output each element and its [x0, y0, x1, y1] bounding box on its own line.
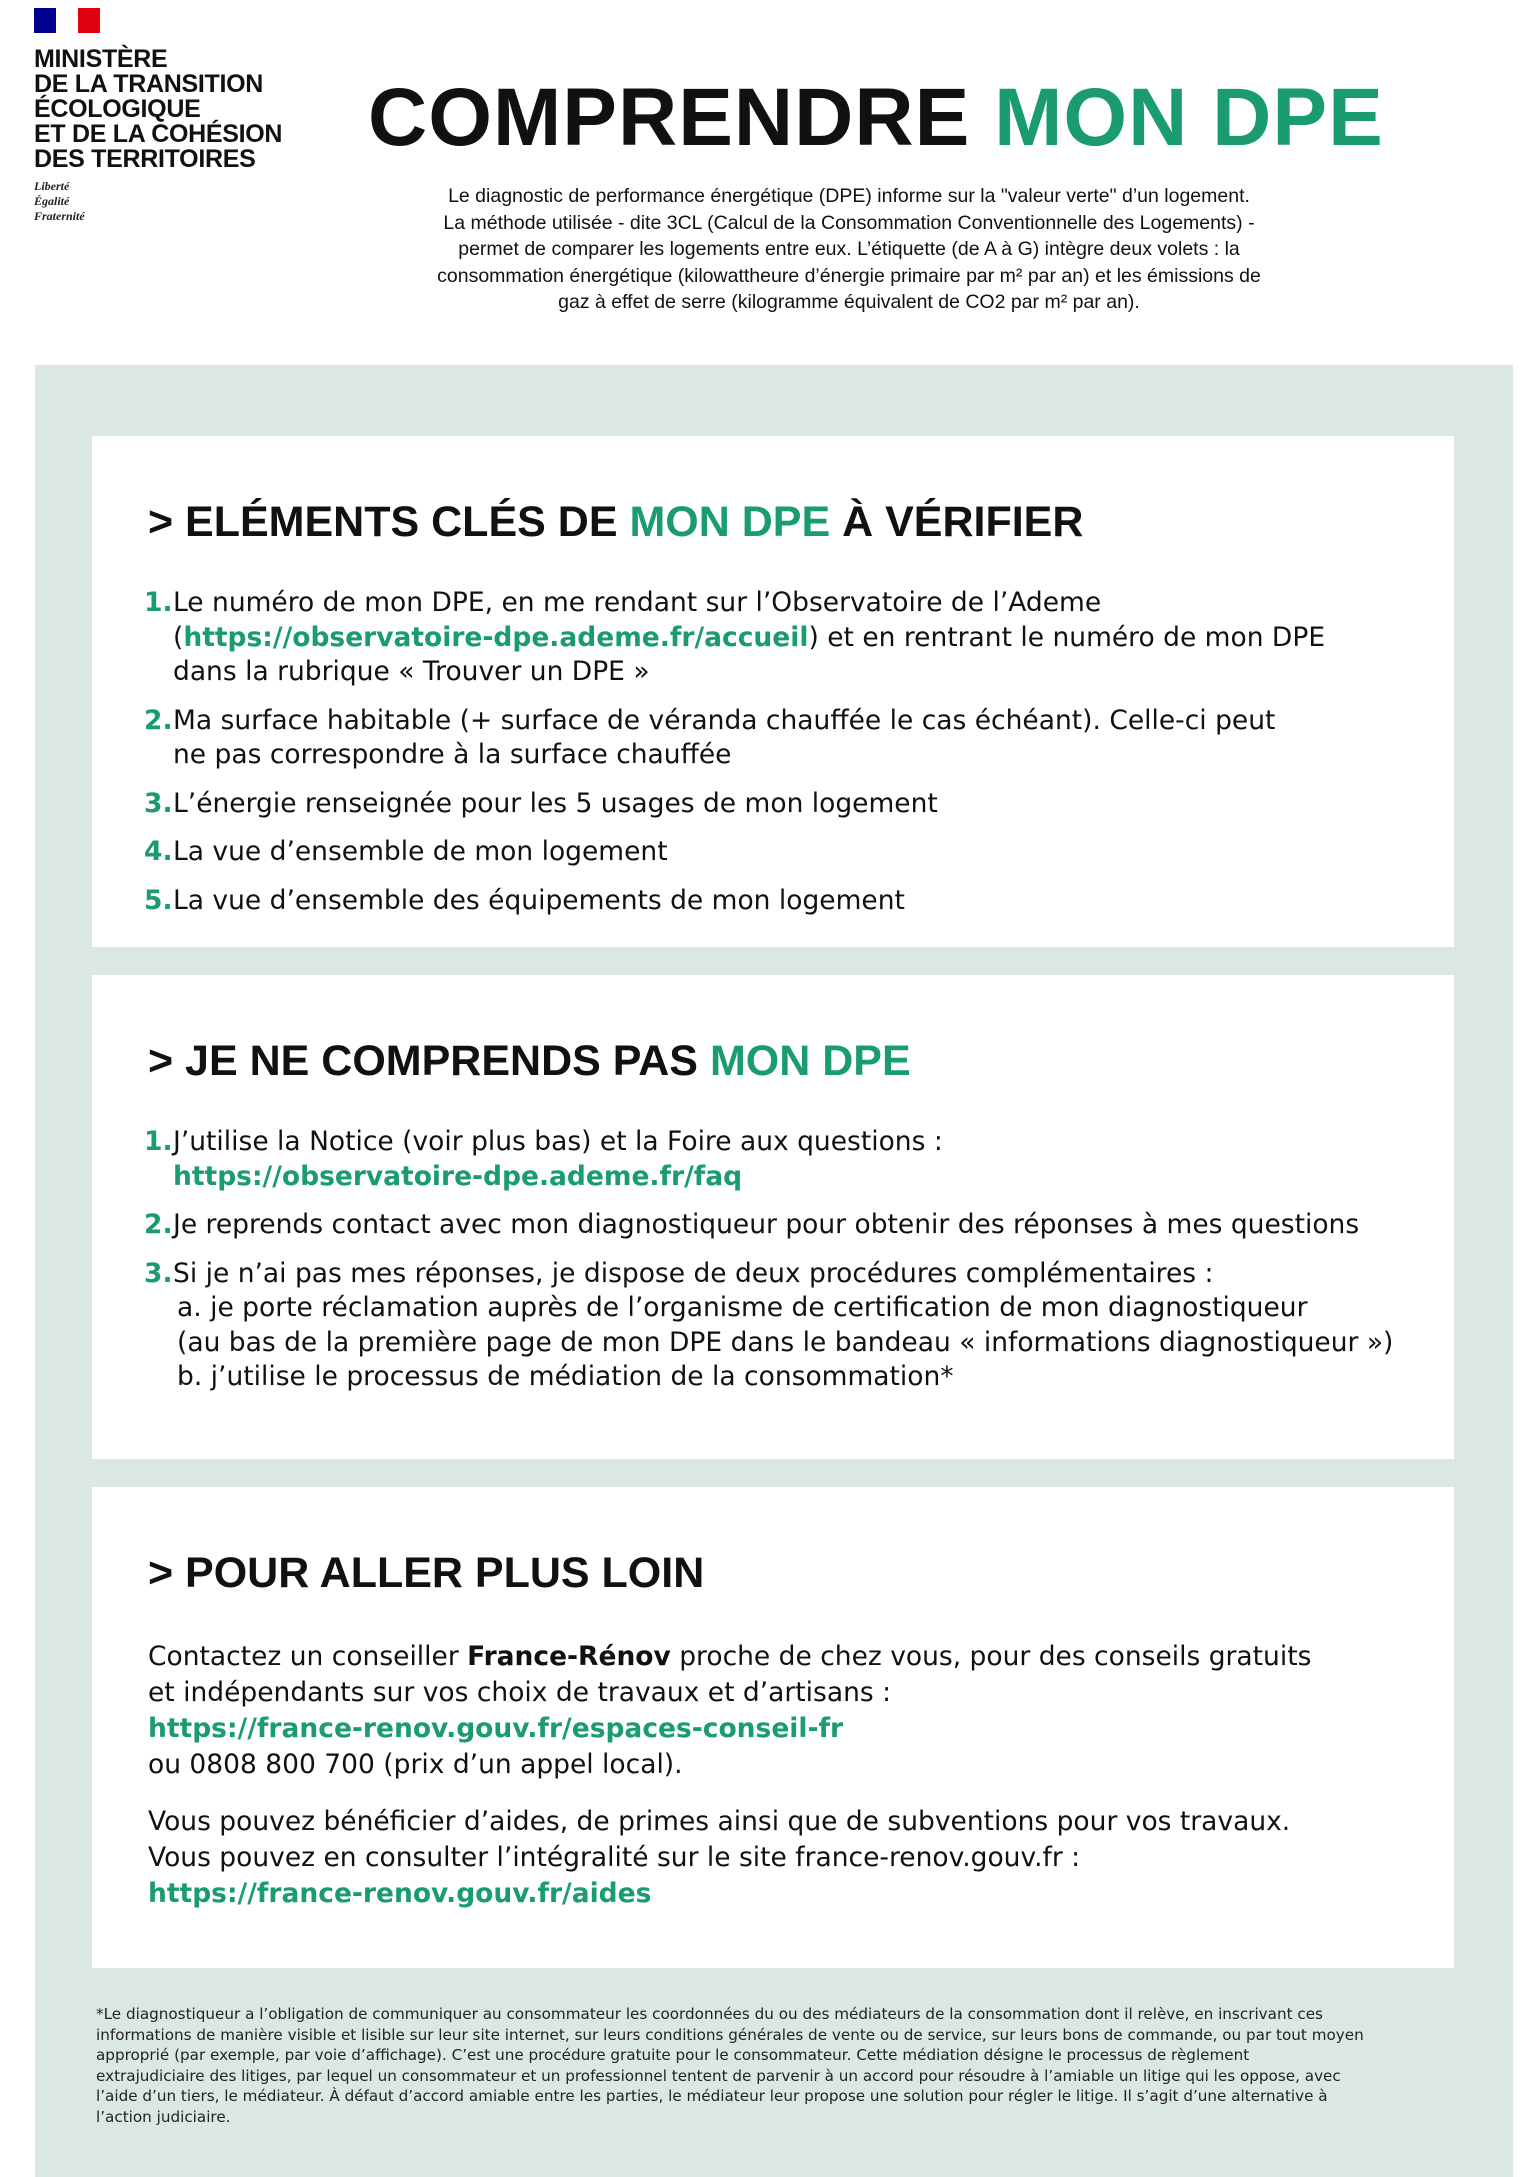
footnote-line: informations de manière visible et lisible sur leur site internet, sur leurs conditions générales de vente ou de service, sur leurs bons de commande, ou par tout moyen [96, 2025, 1364, 2044]
paragraph-line [148, 1639, 1438, 1675]
section-go-further [92, 1487, 1454, 1968]
item-text: dans la rubrique « Trouver un DPE » [173, 656, 650, 687]
item-text: Le numéro de mon DPE, en me rendant sur l’Observatoire de l’Ademe [173, 587, 1102, 618]
intro-line: La méthode utilisée - dite 3CL (Calcul de la Consommation Conventionnelle des Logements) - [443, 211, 1255, 234]
sub-item-text: b. j’utilise le processus de médiation de la consommation* [177, 1361, 954, 1392]
title-part-dark: COMPRENDRE [368, 72, 971, 163]
paragraph-line: ou 0808 800 700 (prix d’un appel local). [148, 1749, 683, 1780]
france-renov-name: France-Rénov [467, 1641, 671, 1672]
faq-link[interactable]: https://observatoire-dpe.ademe.fr/faq [173, 1160, 743, 1192]
footnote-line: approprié (par exemple, par voie d’affichage). C’est une procédure gratuite pour le consommateur. Cette médiation désigne le processus de règlement [96, 2046, 1250, 2064]
contact-paragraph [148, 1639, 1438, 1783]
list-item [144, 704, 1434, 773]
item-text: Si je n’ai pas mes réponses, je dispose de deux procédures complémentaires : [173, 1257, 1214, 1289]
ministry-line: ET DE LA COHÉSION [34, 120, 283, 148]
ministry-name [34, 47, 304, 172]
item-text: L’énergie renseignée pour les 5 usages de mon logement [173, 787, 938, 819]
intro-line: consommation énergétique (kilowattheure d’énergie primaire par m² par an) et les émissions de [437, 264, 1261, 287]
ministry-line: MINISTÈRE [34, 45, 168, 73]
checklist [144, 586, 1434, 932]
item-text-fragment: ( [173, 621, 184, 653]
text-fragment: proche de chez vous, pour des conseils gratuits [670, 1641, 1312, 1672]
item-text-fragment: ) et en rentrant le numéro de mon DPE [808, 621, 1326, 653]
motto-line: Fraternité [34, 209, 85, 223]
ministry-line: ÉCOLOGIQUE [34, 95, 201, 123]
footnote [96, 2004, 1448, 2127]
footnote-line: *Le diagnostiqueur a l’obligation de communiquer au consommateur les coordonnées du ou des médiateurs de la consommation dont il relève, en inscrivant ces [96, 2005, 1323, 2023]
footnote-line: l’action judiciaire. [96, 2107, 231, 2126]
intro-paragraph [364, 183, 1334, 316]
flag-white-band [56, 8, 78, 33]
title-part-green: MON DPE [994, 72, 1384, 163]
item-text: Ma surface habitable (+ surface de véranda chauffée le cas échéant). Celle-ci peut [173, 704, 1276, 736]
paragraph-line: et indépendants sur vos choix de travaux et d’artisans : [148, 1677, 892, 1708]
section-not-understand [92, 975, 1454, 1459]
item-text: J’utilise la Notice (voir plus bas) et la Foire aux questions : [173, 1126, 943, 1157]
republic-motto [34, 179, 304, 224]
aids-paragraph [148, 1804, 1438, 1912]
item-text: ne pas correspondre à la surface chauffée [173, 739, 732, 770]
list-item [144, 787, 1434, 822]
item-number: 3. [144, 787, 173, 819]
motto-line: Liberté [34, 179, 70, 193]
steps-list [144, 1125, 1434, 1409]
section-title-post: À VÉRIFIER [842, 498, 1084, 546]
intro-line: gaz à effet de serre (kilogramme équivalent de CO2 par m² par an). [558, 291, 1140, 313]
list-item [144, 1208, 1434, 1243]
footnote-line: extrajudiciaire des litiges, par lequel un consommateur et un professionnel tentent de parvenir à un accord pour résoudre à l’amiable un litige qui les oppose, avec [96, 2066, 1341, 2085]
text-fragment: Contactez un conseiller [148, 1641, 468, 1672]
observatoire-link[interactable]: https://observatoire-dpe.ademe.fr/accueil [183, 621, 809, 653]
ministry-line: DES TERRITOIRES [34, 145, 256, 173]
section-key-elements [92, 436, 1454, 947]
section-title-pre: > ELÉMENTS CLÉS DE [148, 498, 618, 546]
footnote-line: l’aide d’un tiers, le médiateur. À défaut d’accord amiable entre les parties, le médiateur leur propose une solution pour régler le litige. Il s’agit d’une alternative à [96, 2087, 1328, 2105]
page-title [368, 72, 1384, 163]
paragraph-line [148, 1711, 1438, 1747]
motto-line: Égalité [34, 194, 70, 208]
flag-red-band [78, 8, 100, 33]
paragraph-line [148, 1876, 1438, 1912]
item-number: 5. [144, 884, 173, 916]
aides-link[interactable]: https://france-renov.gouv.fr/aides [148, 1878, 652, 1909]
flag-blue-band [34, 8, 56, 33]
intro-line: Le diagnostic de performance énergétique (DPE) informe sur la "valeur verte" d’un logement. [448, 185, 1250, 207]
item-number: 4. [144, 836, 173, 867]
paragraph-line: Vous pouvez bénéficier d’aides, de primes ainsi que de subventions pour vos travaux. [148, 1806, 1291, 1837]
section-title-green: MON DPE [709, 1037, 911, 1085]
item-number: 2. [144, 1209, 173, 1240]
ministry-logo [34, 8, 304, 224]
list-item [144, 586, 1434, 690]
ministry-line: DE LA TRANSITION [34, 70, 263, 98]
item-text [173, 621, 1434, 656]
item-text [173, 1160, 1434, 1195]
sub-item-text: (au bas de la première page de mon DPE dans le bandeau « informations diagnostiqueur ») [177, 1326, 1394, 1358]
list-item [144, 1125, 1434, 1194]
espaces-conseil-link[interactable]: https://france-renov.gouv.fr/espaces-conseil-fr [148, 1713, 844, 1744]
item-text: La vue d’ensemble de mon logement [173, 836, 668, 867]
item-number: 2. [144, 704, 173, 736]
item-text: Je reprends contact avec mon diagnostiqueur pour obtenir des réponses à mes questions [173, 1209, 1360, 1240]
section-title [148, 497, 1083, 547]
item-number: 1. [144, 1126, 173, 1157]
french-flag-icon [34, 8, 100, 33]
list-item [144, 835, 1434, 870]
section-title [148, 1036, 911, 1086]
sub-item-text: a. je porte réclamation auprès de l’organisme de certification de mon diagnostiqueur [177, 1292, 1308, 1323]
item-number: 1. [144, 587, 173, 618]
section-title-pre: > JE NE COMPRENDS PAS [148, 1037, 698, 1085]
item-number: 3. [144, 1257, 173, 1289]
list-item [144, 1257, 1434, 1395]
intro-line: permet de comparer les logements entre eux. L’étiquette (de A à G) intègre deux volets : la [458, 238, 1240, 260]
list-item [144, 884, 1434, 919]
section-title-green: MON DPE [629, 498, 831, 546]
paragraph-line: Vous pouvez en consulter l’intégralité sur le site france-renov.gouv.fr : [148, 1842, 1081, 1873]
section-title: > POUR ALLER PLUS LOIN [148, 1549, 705, 1597]
item-text: La vue d’ensemble des équipements de mon logement [173, 884, 905, 916]
